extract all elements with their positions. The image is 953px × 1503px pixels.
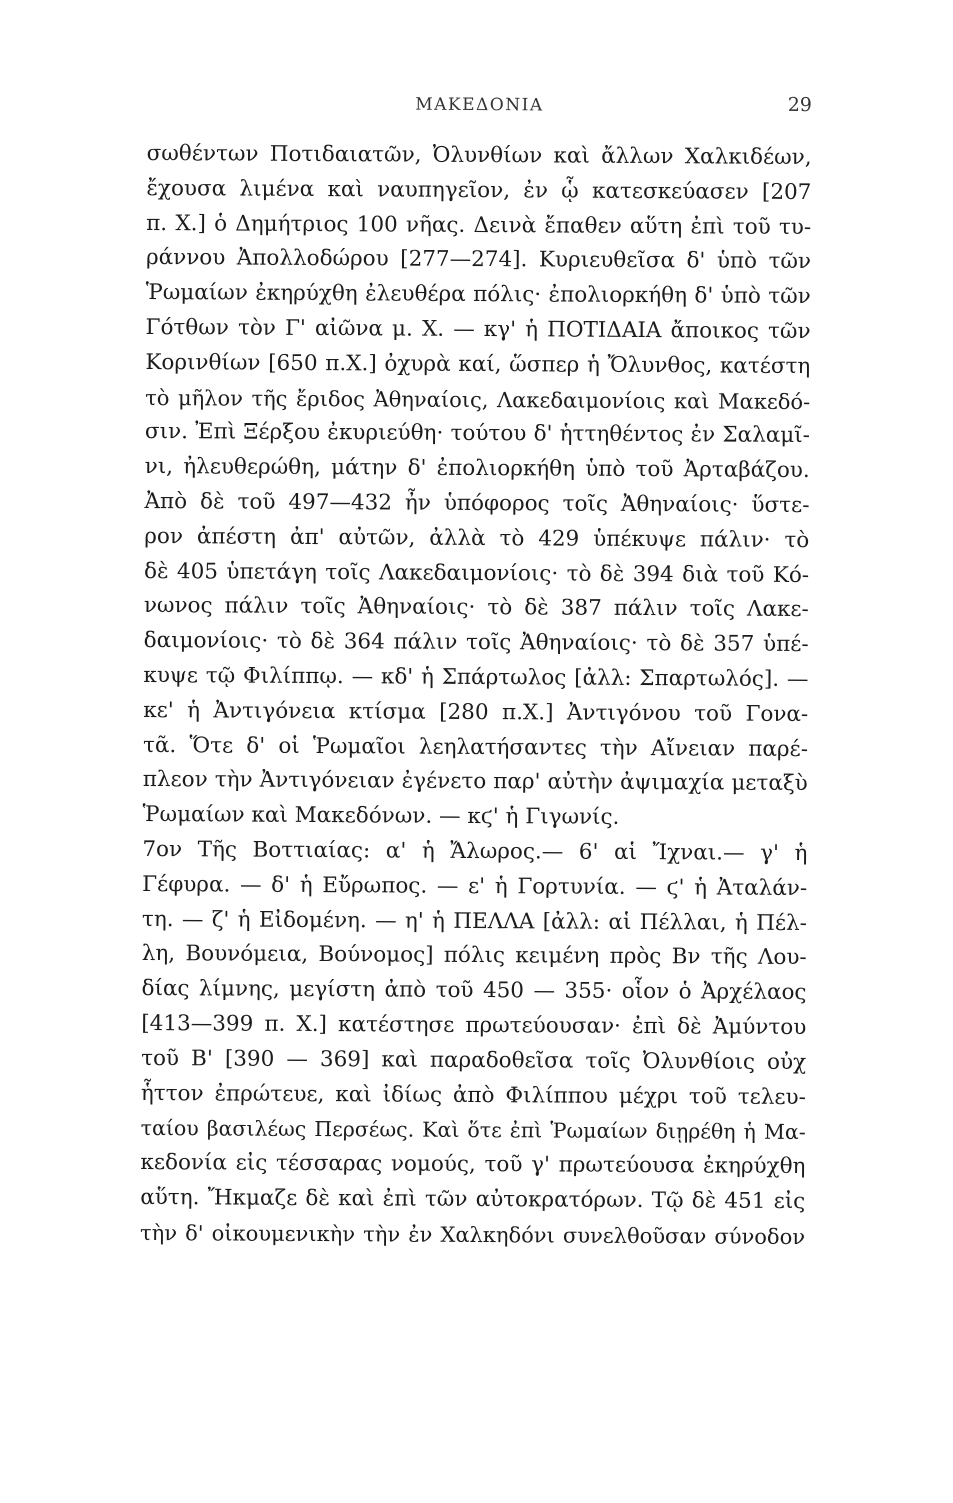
text-line: ἔχουσα λιμένα καὶ ναυπηγεῖον, ἐν ᾧ κατεσκεύασεν [207: [146, 175, 812, 205]
text-line: τὸ μῆλον τῆς ἔριδος Ἀθηναίοις, Λακεδαιμονίοις καὶ Μακεδό-: [145, 385, 811, 414]
text-line: κεδονία εἰς τέσσαρας νομούς, τοῦ γ' πρωτεύουσα ἐκηρύχθη: [140, 1150, 806, 1180]
text-line: τη. — ζ' ἡ Εἰδομένη. — η' ἡ ΠΕΛΛΑ [ἀλλ: αἱ Πέλλαι, ἡ Πέλ-: [141, 906, 808, 936]
text-line: σιν. Ἐπὶ Ξέρξου ἐκυριεύθη· τούτου δ' ἡττηθέντος ἐν Σαλαμῖ-: [144, 419, 811, 449]
text-line: τὴν δ' οἰκουμενικὴν τὴν ἐν Χαλκηδόνι συνελθοῦσαν σύνοδον: [139, 1220, 806, 1249]
text-line: τοῦ Β' [390 — 369] καὶ παραδοθεῖσα τοῖς Ὀλυνθίοις οὐχ: [141, 1045, 807, 1075]
text-line: ταίου βασιλέως Περσέως. Καὶ ὅτε ἐπὶ Ῥωμαίων διῃρέθη ἡ Μα-: [140, 1116, 806, 1145]
text-line: κε' ἡ Ἀντιγόνεια κτίσμα [280 π.Χ.] Ἀντιγόνου τοῦ Γονα-: [143, 697, 809, 727]
text-line: [413—399 π. Χ.] κατέστησε πρωτεύουσαν· ἐπὶ δὲ Ἀμύντου: [141, 1010, 807, 1040]
text-line: Ῥωμαίων καὶ Μακεδόνων. — κϛ' ἡ Γιγωνίς.: [142, 802, 620, 831]
text-line: π. Χ.] ὁ Δημήτριος 100 νῆας. Δεινὰ ἔπαθεν αὕτη ἐπὶ τοῦ τυ-: [146, 210, 812, 240]
text-line: 7ον Τῆς Βοττιαίας: α' ἡ Ἄλωρος.— 6' αἱ Ἴχναι.— γ' ἡ: [142, 836, 808, 866]
page-header: [147, 93, 812, 127]
text-line: Ἀπὸ δὲ τοῦ 497—432 ἦν ὑπόφορος τοῖς Ἀθηναίοις· ὕστε-: [144, 488, 810, 519]
text-line: νωνος πάλιν τοῖς Ἀθηναίοις· τὸ δὲ 387 πάλιν τοῖς Λακε-: [143, 593, 809, 623]
text-line: ἧττον ἐπρώτευε, καὶ ἰδίως ἀπὸ Φιλίππου μέχρι τοῦ τελευ-: [140, 1080, 806, 1110]
text-line: Γέφυρα. — δ' ἡ Εὔρωπος. — ε' ἡ Γορτυνία. — ϛ' ἡ Ἀταλάν-: [142, 871, 808, 901]
running-title: ΜΑΚΕΔΟΝΙΑ: [415, 94, 544, 116]
body-text: [140, 137, 812, 1255]
text-line: δαιμονίοις· τὸ δὲ 364 πάλιν τοῖς Ἀθηναίοις· τὸ δὲ 357 ὑπέ-: [143, 628, 809, 658]
text-line: πλεον τὴν Ἀντιγόνειαν ἐγένετο παρ' αὐτὴν ἀψιμαχία μεταξὺ: [142, 767, 808, 797]
text-line: Ῥωμαίων ἐκηρύχθη ἐλευθέρα πόλις· ἐπολιορκήθη δ' ὑπὸ τῶν: [145, 280, 811, 310]
text-line: κυψε τῷ Φιλίππῳ. — κδ' ἡ Σπάρτωλος [ἀλλ: Σπαρτωλός]. —: [143, 662, 809, 692]
text-line: αὕτη. Ἤκμαζε δὲ καὶ ἐπὶ τῶν αὐτοκρατόρων. Τῷ δὲ 451 εἰς: [140, 1184, 806, 1214]
page-number: 29: [787, 93, 813, 117]
text-line: ράννου Ἀπολλοδώρου [277—274]. Κυριευθεῖσα δ' ὑπὸ τῶν: [145, 245, 812, 275]
text-line: δίας λίμνης, μεγίστη ἀπὸ τοῦ 450 — 355· οἷον ὁ Ἀρχέλαος: [141, 976, 807, 1006]
text-line: ρον ἀπέστη ἀπ' αὐτῶν, ἀλλὰ τὸ 429 ὑπέκυψε πάλιν· τὸ: [144, 523, 810, 553]
text-line: δὲ 405 ὑπετάγη τοῖς Λακεδαιμονίοις· τὸ δὲ 394 διὰ τοῦ Κό-: [144, 558, 810, 588]
text-line: Γότθων τὸν Γ' αἰῶνα μ. Χ. — κγ' ἡ ΠΟΤΙΔΑΙΑ ἄποικος τῶν: [145, 314, 811, 345]
text-line: νι, ἠλευθερώθη, μάτην δ' ἐπολιορκήθη ὑπὸ τοῦ Ἀρταβάζου.: [144, 454, 810, 484]
text-line: λη, Βουνόμεια, Βούνομος] πόλις κειμένη πρὸς Βν τῆς Λου-: [141, 941, 807, 971]
text-line: σωθέντων Ποτιδαιατῶν, Ὀλυνθίων καὶ ἄλλων Χαλκιδέων,: [146, 140, 812, 171]
text-line: τᾶ. Ὅτε δ' οἱ Ῥωμαῖοι λεηλατήσαντες τὴν Αἴνειαν παρέ-: [142, 732, 809, 762]
text-line: Κορινθίων [650 π.Χ.] ὀχυρὰ καί, ὥσπερ ἡ Ὄλυνθος, κατέστη: [145, 349, 811, 379]
